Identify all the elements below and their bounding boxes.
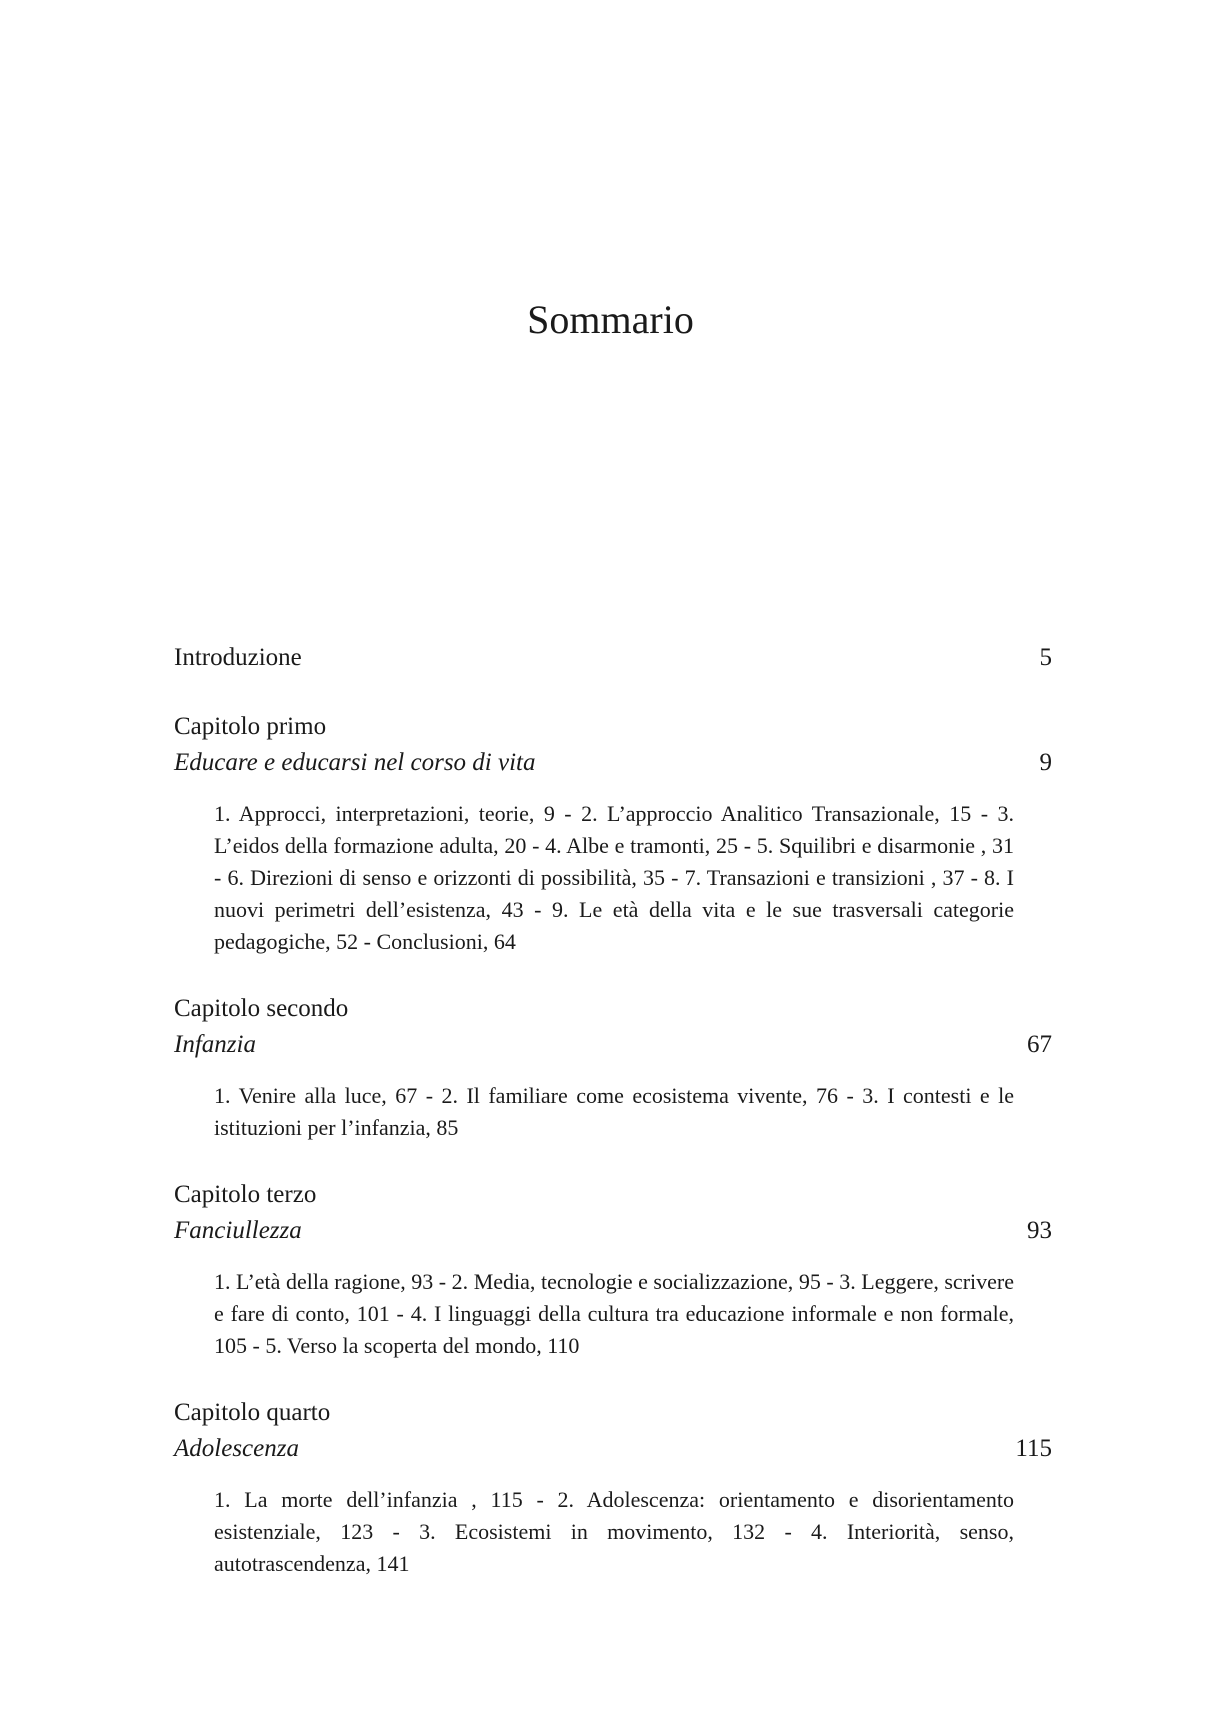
chapter-label: Capitolo terzo [174,1181,317,1208]
toc-chapter-3 [174,1177,1052,1362]
toc-chapter-4 [174,1395,1052,1580]
chapter-label: Capitolo secondo [174,995,349,1022]
chapter-title-row [174,1027,1052,1063]
introduction-label: Introduzione [174,644,302,671]
chapter-title: Educare e educarsi nel corso di vita [174,749,536,776]
introduction-page-number: 5 [1039,644,1052,671]
chapter-title: Adolescenza [174,1435,299,1462]
chapter-summary: 1. Approcci, interpretazioni, teorie, 9 - 2. L’approccio Analitico Transazionale, 15 - 3. L’eidos della formazione adulta, 20 - 4. Albe e tramonti, 25 - 5. Squilibri e disarmonie , 31 - 6. Direzioni di senso e orizzonti di possibilità, 35 - 7. Transazioni e transizioni , 37 - 8. I nuovi perimetri dell’esistenza, 43 - 9. Le età della vita e le sue trasversali categorie pedagogiche, 52 - Conclusioni, 64 [214,801,1014,954]
chapter-summary: 1. Venire alla luce, 67 - 2. Il familiare come ecosistema vivente, 76 - 3. I contesti e le istituzioni per l’infanzia, 85 [214,1083,1014,1140]
chapter-title: Infanzia [174,1031,256,1058]
table-of-contents [174,640,1052,1580]
chapter-page-number: 9 [1039,749,1052,776]
chapter-title-row [174,1213,1052,1249]
chapter-title-row [174,745,1052,781]
chapter-title-row [174,1431,1052,1467]
toc-entry-introduction [174,640,1052,676]
chapter-summary: 1. L’età della ragione, 93 - 2. Media, tecnologie e socializzazione, 95 - 3. Leggere, scrivere e fare di conto, 101 - 4. I linguaggi della cultura tra educazione informale e non formale, 105 - 5. Verso la scoperta del mondo, 110 [214,1269,1014,1358]
chapter-title: Fanciullezza [174,1217,302,1244]
chapter-page-number: 93 [1027,1217,1052,1244]
chapter-page-number: 67 [1027,1031,1052,1058]
chapter-label: Capitolo quarto [174,1399,331,1426]
chapter-label: Capitolo primo [174,713,327,740]
page-title: Sommario [527,297,694,342]
chapter-page-number: 115 [1015,1435,1052,1462]
toc-chapter-1 [174,709,1052,958]
chapter-summary: 1. La morte dell’infanzia , 115 - 2. Adolescenza: orientamento e disorientamento esistenziale, 123 - 3. Ecosistemi in movimento, 132 - 4. Interiorità, senso, autotrascendenza, 141 [214,1487,1014,1576]
toc-chapter-2 [174,991,1052,1144]
